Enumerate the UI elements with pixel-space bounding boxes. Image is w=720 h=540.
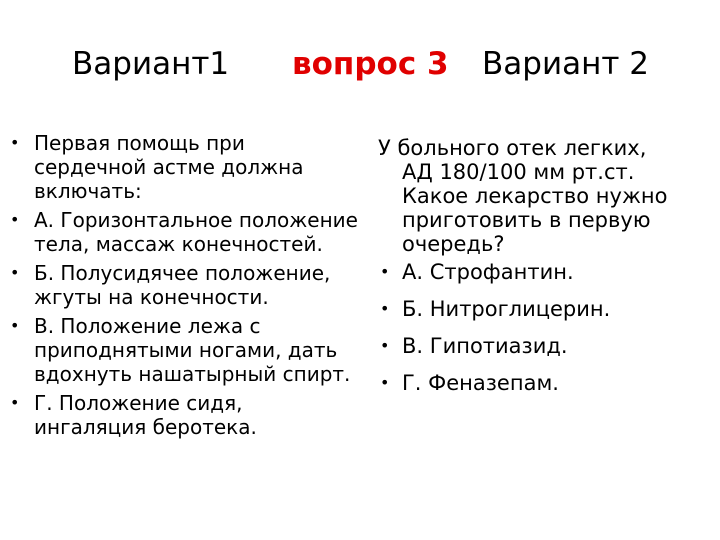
list-item bbox=[8, 391, 358, 439]
question-line-first: У больного отек легких, bbox=[378, 136, 647, 160]
answer-option-c: В. Положение лежа с приподнятыми ногами, дать вдохнуть нашатырный спирт. bbox=[34, 314, 351, 386]
variant-1-list bbox=[8, 131, 358, 439]
answer-option-a: А. Строфантин. bbox=[402, 260, 574, 284]
list-item bbox=[378, 371, 678, 395]
list-item bbox=[378, 260, 678, 284]
bullet-dot-icon: • bbox=[380, 336, 390, 355]
question-text bbox=[378, 136, 678, 256]
bullet-dot-icon: • bbox=[10, 133, 20, 152]
variant-1-column bbox=[8, 131, 358, 444]
answer-option-b: Б. Полусидячее положение, жгуты на конечности. bbox=[34, 261, 331, 309]
bullet-dot-icon: • bbox=[10, 263, 20, 282]
variant-2-list bbox=[378, 260, 678, 395]
answer-option-d: Г. Феназепам. bbox=[402, 371, 559, 395]
variant-2-column bbox=[378, 136, 678, 408]
answer-option-a: А. Горизонтальное положение тела, массаж конечностей. bbox=[34, 208, 358, 256]
list-item bbox=[378, 334, 678, 358]
answer-option-b: Б. Нитроглицерин. bbox=[402, 297, 611, 321]
list-item bbox=[378, 297, 678, 321]
answer-option-d: Г. Положение сидя, ингаляция беротека. bbox=[34, 391, 257, 439]
list-item bbox=[8, 314, 358, 386]
bullet-dot-icon: • bbox=[10, 210, 20, 229]
bullet-dot-icon: • bbox=[380, 299, 390, 318]
bullet-dot-icon: • bbox=[10, 316, 20, 335]
variant-1-title: Вариант1 bbox=[72, 46, 230, 82]
question-title: вопрос 3 bbox=[292, 46, 449, 82]
question-text: Первая помощь при сердечной астме должна включать: bbox=[34, 131, 304, 203]
bullet-dot-icon: • bbox=[380, 373, 390, 392]
list-item bbox=[8, 261, 358, 309]
variant-2-title: Вариант 2 bbox=[482, 46, 649, 82]
list-item bbox=[8, 131, 358, 203]
bullet-dot-icon: • bbox=[380, 262, 390, 281]
bullet-dot-icon: • bbox=[10, 393, 20, 412]
list-item bbox=[8, 208, 358, 256]
answer-option-c: В. Гипотиазид. bbox=[402, 334, 568, 358]
question-line-rest: АД 180/100 мм рт.ст. Какое лекарство нужно приготовить в первую очередь? bbox=[402, 160, 668, 256]
